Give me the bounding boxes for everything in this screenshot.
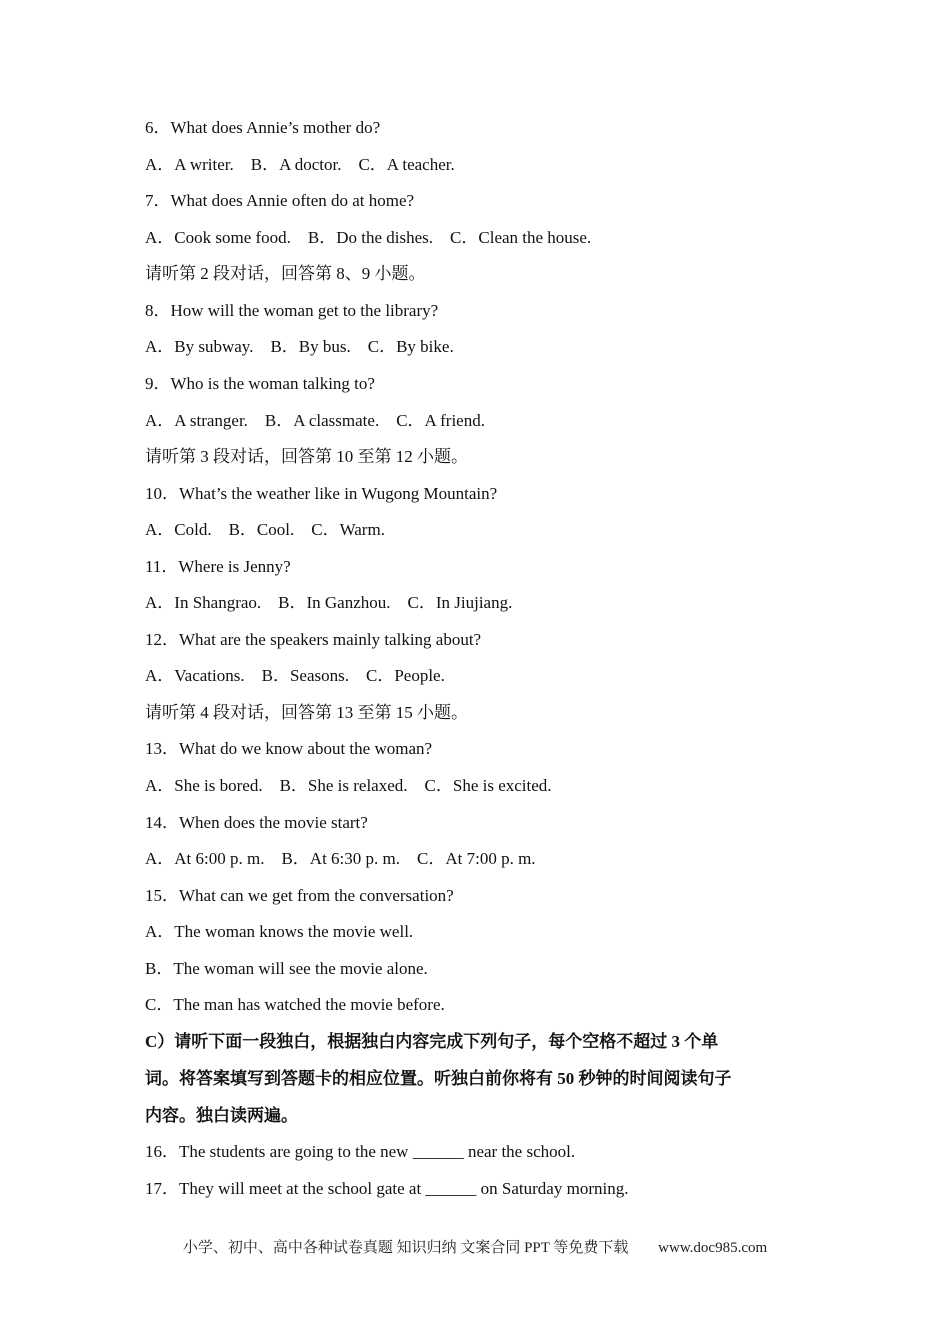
footer-url: www.doc985.com	[658, 1240, 768, 1256]
instruction-dialog-4: 请听第 4 段对话，回答第 13 至第 15 小题。	[145, 703, 468, 722]
question-11: 11．Where is Jenny?	[145, 557, 291, 576]
question-12: 12．What are the speakers mainly talking about?	[145, 630, 482, 649]
section-c-instruction-line-1: C）请听下面一段独白，根据独白内容完成下列句子，每个空格不超过 3 个单	[145, 1032, 719, 1051]
question-13: 13．What do we know about the woman?	[145, 739, 433, 758]
question-15: 15．What can we get from the conversation?	[145, 886, 454, 905]
question-6: 6．What does Annie’s mother do?	[145, 118, 381, 137]
option-15-b: B．The woman will see the movie alone.	[145, 959, 428, 978]
footer-text: 小学、初中、高中各种试卷真题 知识归纳 文案合同 PPT 等免费下载	[182, 1240, 629, 1256]
options-14: A．At 6:00 p. m. B．At 6:30 p. m. C．At 7:00 p. m.	[145, 849, 536, 868]
question-10: 10．What’s the weather like in Wugong Mountain?	[145, 484, 498, 503]
options-9: A．A stranger. B．A classmate. C．A friend.	[145, 411, 485, 430]
question-16: 16．The students are going to the new ______ near the school.	[145, 1142, 576, 1161]
option-15-c: C．The man has watched the movie before.	[145, 995, 445, 1014]
options-6: A．A writer. B．A doctor. C．A teacher.	[145, 155, 455, 174]
option-15-a: A．The woman knows the movie well.	[145, 922, 414, 941]
instruction-dialog-3: 请听第 3 段对话，回答第 10 至第 12 小题。	[145, 447, 468, 466]
options-11: A．In Shangrao. B．In Ganzhou. C．In Jiujiang.	[145, 593, 513, 612]
section-c-instruction-line-3: 内容。独白读两遍。	[145, 1106, 298, 1125]
options-7: A．Cook some food. B．Do the dishes. C．Clean the house.	[145, 228, 592, 247]
instruction-dialog-2: 请听第 2 段对话，回答第 8、9 小题。	[145, 264, 426, 283]
question-8: 8．How will the woman get to the library?	[145, 301, 439, 320]
section-c-instruction-line-2: 词。将答案填写到答题卡的相应位置。听独白前你将有 50 秒钟的时间阅读句子	[145, 1069, 732, 1088]
options-13: A．She is bored. B．She is relaxed. C．She is excited.	[145, 776, 552, 795]
question-17: 17．They will meet at the school gate at ______ on Saturday morning.	[145, 1179, 629, 1198]
options-12: A．Vacations. B．Seasons. C．People.	[145, 666, 445, 685]
question-9: 9．Who is the woman talking to?	[145, 374, 375, 393]
options-10: A．Cold. B．Cool. C．Warm.	[145, 520, 385, 539]
question-7: 7．What does Annie often do at home?	[145, 191, 415, 210]
options-8: A．By subway. B．By bus. C．By bike.	[145, 337, 454, 356]
question-14: 14．When does the movie start?	[145, 813, 368, 832]
page-footer	[0, 1236, 950, 1257]
